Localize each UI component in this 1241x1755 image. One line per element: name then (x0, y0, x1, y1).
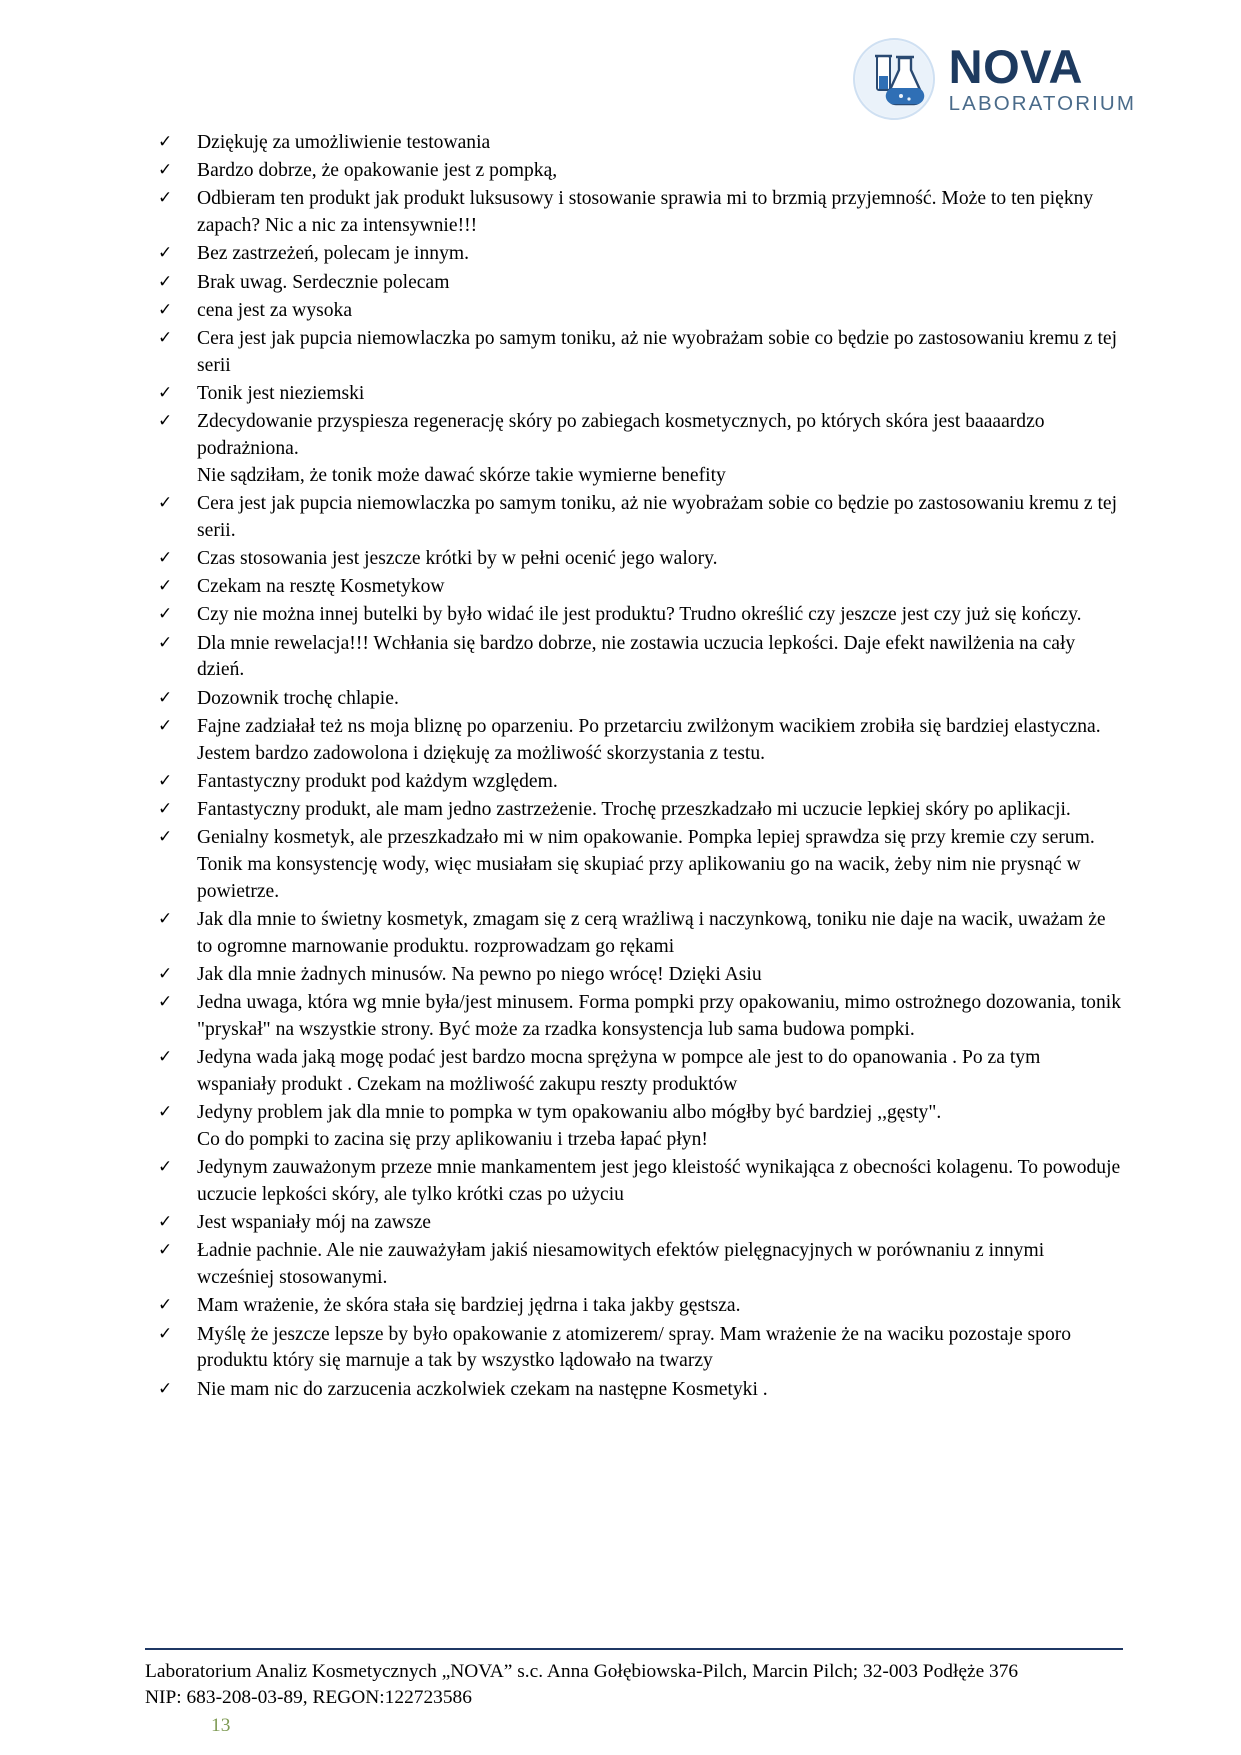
checklist-item-text: Dziękuję za umożliwienie testowania (197, 132, 491, 153)
checklist-item (150, 797, 1123, 824)
check-icon: ✓ (158, 687, 173, 708)
check-icon: ✓ (158, 909, 173, 930)
page-footer (0, 1648, 1241, 1737)
checklist-item-text: Mam wrażenie, że skóra stała się bardziej jędrna i taka jakby gęstsza. (197, 1295, 741, 1317)
check-icon: ✓ (158, 548, 173, 569)
check-icon: ✓ (158, 1157, 173, 1178)
page-header (0, 0, 1241, 130)
checklist-item-text: cena jest za wysoka (197, 299, 353, 321)
checklist-item-text: Nie mam nic do zarzucenia aczkolwiek czekam na następne Kosmetyki . (197, 1378, 768, 1400)
check-icon: ✓ (158, 271, 173, 292)
checklist-item (150, 686, 1123, 713)
checklist-item-text: Jak dla mnie to świetny kosmetyk, zmagam się z cerą wrażliwą i naczynkową, toniku nie daje na wacik, uważam że to ogromne marnowanie produktu. rozprowadzam go rękami (197, 909, 1106, 957)
check-icon: ✓ (158, 799, 173, 820)
checklist-item-text: Bardzo dobrze, że opakowanie jest z pompką, (197, 160, 558, 182)
check-icon: ✓ (158, 1240, 173, 1261)
checklist-item (150, 1238, 1123, 1291)
checklist-item-text: Nie sądziłam, że tonik może dawać skórze takie wymierne benefity (197, 464, 726, 486)
checklist-item-text: Jedyny problem jak dla mnie to pompka w tym opakowaniu albo mógłby być bardziej ,,gęsty". (197, 1102, 942, 1124)
document-body (0, 130, 1241, 1403)
footer-divider (145, 1648, 1123, 1650)
footer-address-line-1: Laboratorium Analiz Kosmetycznych „NOVA” s.c. Anna Gołębiowska-Pilch, Marcin Pilch; 32-003 Podłęże 376 (145, 1660, 1019, 1682)
checklist-item-text: Zdecydowanie przyspiesza regenerację skóry po zabiegach kosmetycznych, po których skóra jest baaaardzo podrażniona. (197, 411, 1045, 460)
logo-title: NOVA (948, 40, 1083, 94)
check-icon: ✓ (158, 827, 173, 848)
checklist-item-text: Czekam na resztę Kosmetykow (197, 576, 445, 598)
check-icon: ✓ (158, 328, 173, 349)
checklist-item-text: Jest wspaniały mój na zawsze (197, 1212, 431, 1234)
checklist-item-text: Jak dla mnie żadnych minusów. Na pewno po niego wrócę! Dzięki Asiu (197, 964, 762, 986)
check-icon: ✓ (158, 1212, 173, 1233)
check-icon: ✓ (158, 243, 173, 264)
checklist-item (150, 769, 1123, 796)
page-number: 13 (211, 1715, 231, 1736)
checklist-item-text: Brak uwag. Serdecznie polecam (197, 271, 450, 293)
checklist-item (150, 907, 1123, 960)
check-icon: ✓ (158, 604, 173, 625)
checklist-item (150, 825, 1123, 905)
checklist-item (150, 1293, 1123, 1320)
checklist-item (150, 1322, 1123, 1375)
check-icon: ✓ (158, 493, 173, 514)
checklist-item (150, 990, 1123, 1043)
checklist-item-text: Co do pompki to zacina się przy aplikowaniu i trzeba łapać płyn! (197, 1128, 708, 1150)
checklist-item (150, 298, 1123, 325)
checklist-item (150, 409, 1123, 489)
checklist-item (150, 1045, 1123, 1098)
checklist-item (150, 158, 1123, 185)
logo-wordmark (948, 40, 1136, 116)
checklist-item (150, 962, 1123, 989)
check-icon: ✓ (158, 383, 173, 404)
laboratory-flask-icon (853, 38, 935, 120)
checklist-item-text: Jedna uwaga, która wg mnie była/jest minusem. Forma pompki przy opakowaniu, mimo ostrożnego dozowania, tonik "pryskał" na wszystkie strony. Być może za rzadka konsystencja lub sama budowa pompki. (197, 992, 1121, 1040)
checklist-item-text: Dozownik trochę chlapie. (197, 687, 399, 709)
checklist-item-text: Ładnie pachnie. Ale nie zauważyłam jakiś niesamowitych efektów pielęgnacyjnych w porównaniu z innymi wcześniej stosowanymi. (197, 1240, 1045, 1289)
checklist-item (150, 574, 1123, 601)
check-icon: ✓ (158, 299, 173, 320)
check-icon: ✓ (158, 1102, 173, 1123)
checklist-item-text: Czy nie można innej butelki by było widać ile jest produktu? Trudno określić czy jeszcze jest czy już się kończy. (197, 604, 1082, 626)
checklist-item-text: Jedyna wada jaką mogę podać jest bardzo mocna sprężyna w pompce ale jest to do opanowania . Po za tym wspaniały produkt . Czekam na możliwość zakupu reszty produktów (197, 1047, 1041, 1095)
check-icon: ✓ (158, 770, 173, 791)
check-icon: ✓ (158, 964, 173, 985)
nova-logo (853, 38, 1136, 120)
checklist-item-text: Fantastyczny produkt pod każdym względem. (197, 770, 558, 792)
checklist-item (150, 602, 1123, 629)
checklist-item (150, 1100, 1123, 1153)
checklist-item-text: Myślę że jeszcze lepsze by było opakowanie z atomizerem/ spray. Mam wrażenie że na waciku pozostaje sporo produktu który się marnuje a tak by wszystko lądowało na twarzy (197, 1323, 1072, 1372)
checklist-item (150, 130, 1123, 157)
checklist-item-text: Odbieram ten produkt jak produkt luksusowy i stosowanie sprawia mi to brzmią przyjemność. Może to ten piękny zapach? Nic a nic za intensywnie!!! (197, 188, 1094, 237)
checklist-item-text: Dla mnie rewelacja!!! Wchłania się bardzo dobrze, nie zostawia uczucia lepkości. Daje efekt nawilżenia na cały dzień. (197, 632, 1076, 681)
checklist-item (150, 546, 1123, 573)
checklist-item (150, 241, 1123, 268)
check-icon: ✓ (158, 576, 173, 597)
feedback-checklist (150, 130, 1123, 1403)
checklist-item-text: Jedynym zauważonym przeze mnie mankamentem jest jego kleistość wynikająca z obecności kolagenu. To powoduje uczucie lepkości skóry, ale tylko krótki czas po użyciu (197, 1157, 1121, 1205)
checklist-item-text: Genialny kosmetyk, ale przeszkadzało mi w nim opakowanie. Pompka lepiej sprawdza się przy kremie czy serum. Tonik ma konsystencję wody, więc musiałam się skupiać przy aplikowaniu go na wacik, żeby nim nie prysnąć w powietrze. (197, 827, 1095, 902)
checklist-item-text: Czas stosowania jest jeszcze krótki by w pełni ocenić jego walory. (197, 548, 718, 570)
checklist-item-text: Cera jest jak pupcia niemowlaczka po samym toniku, aż nie wyobrażam sobie co będzie po zastosowaniu kremu z tej serii (197, 328, 1118, 376)
checklist-item (150, 326, 1123, 379)
checklist-item (150, 1377, 1123, 1404)
checklist-item (150, 491, 1123, 544)
check-icon: ✓ (158, 1323, 173, 1344)
footer-address-line-2: NIP: 683-208-03-89, REGON:122723586 (145, 1686, 472, 1708)
checklist-item (150, 1155, 1123, 1208)
checklist-item (150, 1210, 1123, 1237)
logo-subtitle: LABORATORIUM (948, 92, 1136, 116)
check-icon: ✓ (158, 1047, 173, 1068)
check-icon: ✓ (158, 1378, 173, 1399)
checklist-item (150, 714, 1123, 767)
check-icon: ✓ (158, 132, 173, 152)
check-icon: ✓ (158, 160, 173, 181)
check-icon: ✓ (158, 411, 173, 432)
checklist-item-text: Fantastyczny produkt, ale mam jedno zastrzeżenie. Trochę przeszkadzało mi uczucie lepkiej skóry po aplikacji. (197, 799, 1071, 821)
check-icon: ✓ (158, 1295, 173, 1316)
checklist-item (150, 631, 1123, 684)
checklist-item-text: Bez zastrzeżeń, polecam je innym. (197, 243, 470, 265)
check-icon: ✓ (158, 992, 173, 1013)
checklist-item (150, 381, 1123, 408)
checklist-item (150, 270, 1123, 297)
checklist-item-text: Fajne zadziałał też ns moja bliznę po oparzeniu. Po przetarciu zwilżonym wacikiem zrobiła się bardziej elastyczna. Jestem bardzo zadowolona i dziękuję za możliwość skorzystania z testu. (197, 715, 1101, 764)
check-icon: ✓ (158, 188, 173, 209)
checklist-item-text: Tonik jest nieziemski (197, 383, 365, 405)
checklist-item (150, 186, 1123, 239)
checklist-item-text: Cera jest jak pupcia niemowlaczka po samym toniku, aż nie wyobrażam sobie co będzie po zastosowaniu kremu z tej serii. (197, 493, 1118, 541)
check-icon: ✓ (158, 632, 173, 653)
check-icon: ✓ (158, 715, 173, 736)
